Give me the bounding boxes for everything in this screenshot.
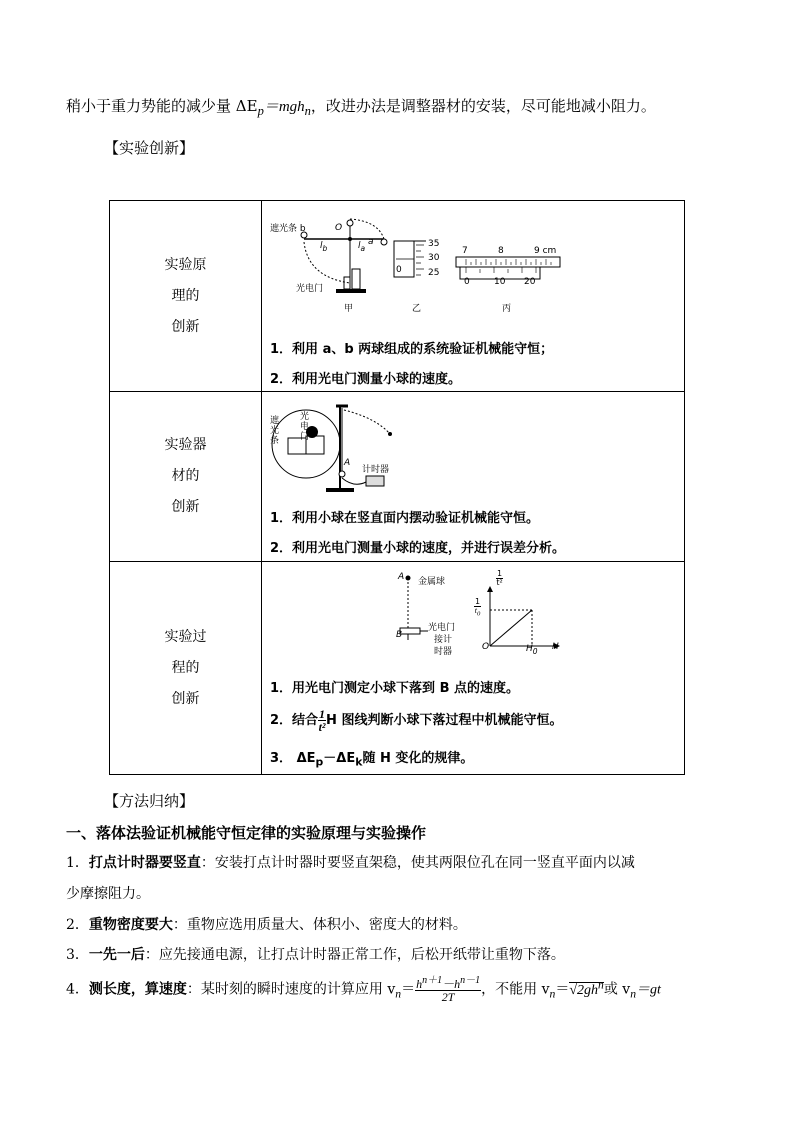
- bullet: 1．利用 a、b 两球组成的系统验证机械能守恒；: [270, 342, 554, 357]
- row-label: [110, 562, 262, 775]
- bullet: 1．利用小球在竖直面内摆动验证机械能守恒。: [270, 511, 540, 526]
- fig-label-vern-0: 0: [464, 277, 470, 287]
- fig-label-t0: $\frac{1}{t_0}$: [474, 597, 481, 618]
- row-content: [262, 392, 685, 562]
- fig-label-timer: 时器: [434, 647, 453, 657]
- fig-label-a: a: [368, 237, 374, 247]
- fig-label-shading: 遮光条: [270, 416, 280, 446]
- item-4: 4．测长度，算速度：某时刻的瞬时速度的计算应用 $v_n=$ $\frac{h^{n+1}-h^{n-1}}{2T}$ ，不能用 $v_n=√2gh^n$或 $v_n=gt$: [66, 975, 661, 1004]
- item-1-cont: 少摩擦阻力。: [66, 886, 150, 902]
- item-1: 1．打点计时器要竖直：安装打点计时器时要竖直架稳，使其两限位孔在同一竖直平面内以减: [66, 855, 635, 871]
- row-label: [110, 201, 262, 392]
- fig-label-timer: 计时器: [362, 465, 390, 475]
- fig-label-vern-9: 9 cm: [534, 246, 557, 256]
- row-content: [262, 201, 685, 392]
- row-label-line: 材的: [171, 468, 200, 484]
- fig-label-H0: $H_0$: [526, 644, 538, 656]
- row-label-line: 创新: [171, 318, 200, 335]
- fig-label-connect: 接计: [434, 635, 453, 645]
- bullet: 2．结合 $\frac{1}{\text{t²}}$ H 图线判断小球下落过程中机械能守恒。: [270, 707, 563, 734]
- fig-label-0: 0: [396, 265, 402, 275]
- innovation-table: [109, 200, 685, 775]
- bullet: 2．利用光电门测量小球的速度。: [270, 372, 462, 387]
- fig-label-vern-7: 7: [462, 246, 468, 256]
- fig-label-y-axis: $\frac{1}{\text{t²}}$: [496, 569, 503, 587]
- fig-label-O: O: [335, 223, 343, 233]
- section-method-heading: 【方法归纳】: [104, 792, 195, 810]
- row-label-line: 理的: [171, 287, 200, 304]
- fig-label-B: B: [396, 630, 403, 640]
- bullet: 1．用光电门测定小球下落到 B 点的速度。: [270, 681, 520, 696]
- fig-label-la: $l_a$: [358, 241, 366, 253]
- table-row: [110, 201, 685, 392]
- row-label-line: 实验器: [164, 437, 207, 453]
- fig-label-gate: 光电门: [300, 412, 310, 442]
- fig-label-30: 30: [428, 253, 440, 263]
- fig-label-jia: 甲: [344, 304, 354, 314]
- fig-label-yi: 乙: [412, 304, 422, 314]
- fig-label-vern-8: 8: [498, 246, 504, 256]
- section-innovation-heading: 【实验创新】: [104, 139, 195, 157]
- fig-label-vern-20: 20: [524, 277, 536, 287]
- fig-label-lb: $l_b$: [320, 241, 328, 253]
- fig-label-bing: 丙: [502, 304, 512, 314]
- figure-apparatus: [266, 398, 416, 498]
- table-row: [110, 562, 685, 775]
- fig-label-35: 35: [428, 239, 440, 249]
- fig-label-gate: 光电门: [428, 623, 456, 633]
- row-label-line: 实验过: [164, 628, 207, 645]
- row-label-line: 程的: [171, 659, 200, 676]
- fig-label-H: H: [552, 642, 559, 652]
- fig-label-25: 25: [428, 268, 440, 278]
- table-row: [110, 392, 685, 562]
- bullet: 3． $\Delta E_p-\Delta E_k$随 H 变化的规律。: [270, 751, 474, 769]
- item-3: 3．一先一后：应先接通电源，让打点计时器正常工作，后松开纸带让重物下落。: [66, 947, 565, 963]
- intro-line: 稍小于重力势能的减少量 $\Delta E_p=mgh_n$，改进办法是调整器材的安装，尽可能地减小阻力。: [66, 97, 656, 118]
- row-label-line: 实验原: [164, 256, 207, 273]
- fig-label-metal-ball: 金属球: [418, 577, 446, 587]
- heading-1: 一、落体法验证机械能守恒定律的实验原理与实验操作: [66, 824, 427, 842]
- item-2: 2．重物密度要大：重物应选用质量大、体积小、密度大的材料。: [66, 917, 467, 933]
- fig-label-A: A: [344, 458, 351, 468]
- fig-label-A: A: [398, 572, 405, 582]
- row-label-line: 创新: [171, 690, 200, 707]
- fig-label-O: O: [482, 642, 490, 652]
- bullet: 2．利用光电门测量小球的速度，并进行误差分析。: [270, 541, 566, 556]
- row-content: [262, 562, 685, 775]
- row-label: [110, 392, 262, 562]
- row-label-line: 创新: [171, 499, 200, 515]
- fig-label-vern-10: 10: [494, 277, 506, 287]
- fig-label-gate: 光电门: [296, 284, 324, 294]
- fig-label-shading-b: 遮光条 b: [270, 224, 306, 234]
